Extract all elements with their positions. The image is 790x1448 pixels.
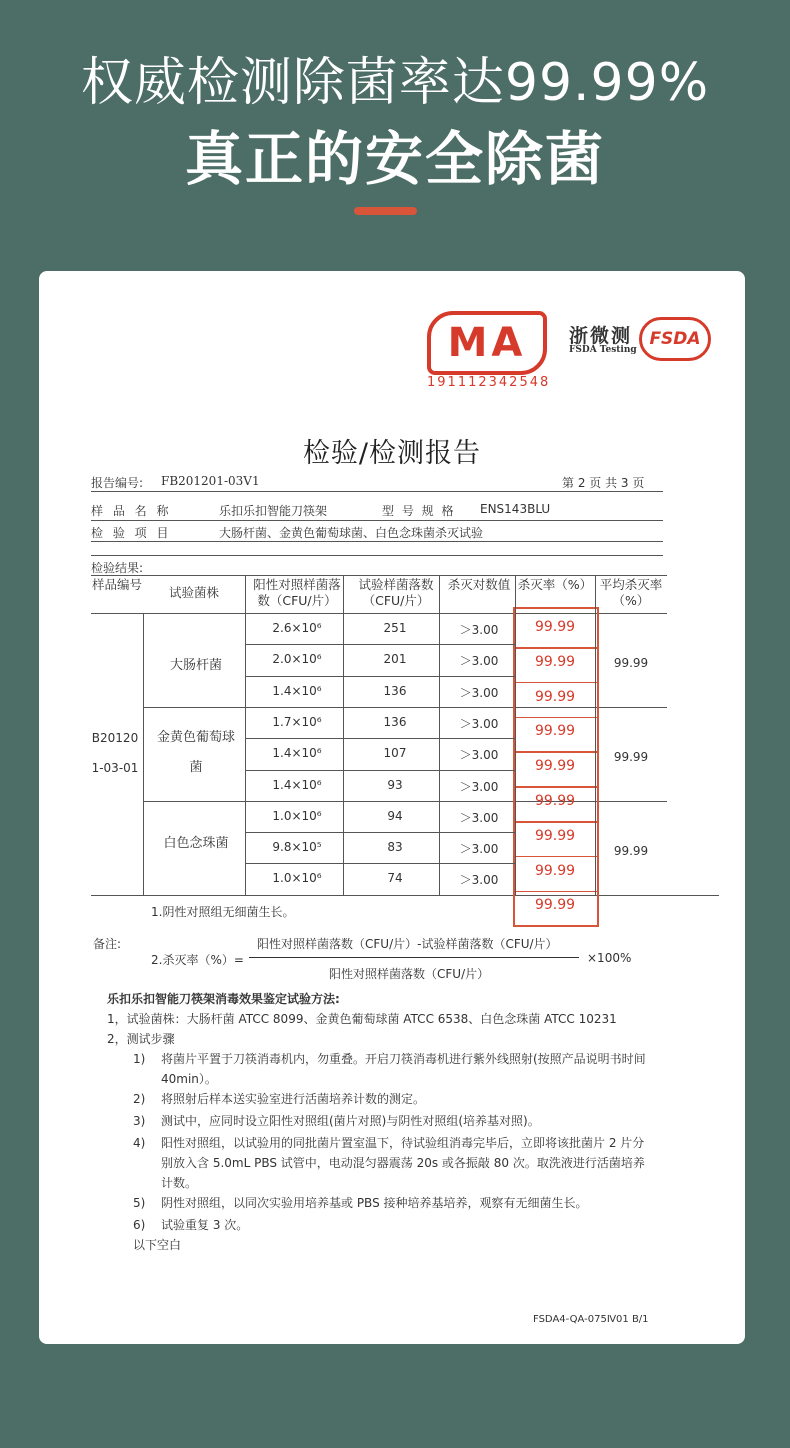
test-count: 107 (383, 746, 407, 761)
kill-rate-divider (513, 717, 597, 719)
report-no-label: 报告编号: (91, 476, 144, 490)
column-divider (439, 575, 440, 895)
method-blank: 以下空白 (133, 1238, 182, 1252)
lab-name: 浙微测 (569, 325, 633, 347)
note-1: 1.阴性对照组无细菌生长。 (151, 905, 295, 919)
method-title: 乐扣乐扣智能刀筷架消毒效果鉴定试验方法: (107, 992, 340, 1006)
test-count: 93 (387, 777, 403, 792)
kill-rate-divider (513, 891, 597, 893)
positive-count: 9.8×10⁵ (272, 840, 322, 855)
positive-count: 1.0×10⁶ (272, 808, 322, 823)
kill-rate-divider (513, 682, 597, 684)
row-divider (245, 676, 515, 677)
sample-name: 乐扣乐扣智能刀筷架 (219, 504, 328, 518)
row-divider (245, 738, 515, 739)
formula-numerator: 阳性对照样菌落数（CFU/片）-试验样菌落数（CFU/片） (257, 937, 558, 951)
kill-rate: 99.99 (534, 758, 576, 775)
notes-label: 备注: (93, 937, 122, 951)
test-count: 136 (383, 683, 407, 698)
substep-text: 测试中，应同时设立阳性对照组(菌片对照)与阴性对照组(培养基对照)。 (161, 1114, 540, 1128)
test-count: 74 (387, 871, 403, 886)
substep-text: 将照射后样本送实验室进行活菌培养计数的测定。 (161, 1092, 426, 1106)
column-divider (595, 575, 596, 895)
header-log: 杀灭对数值 (447, 577, 511, 592)
cma-number: 191112342548 (427, 375, 551, 390)
header-average: 平均杀灭率（%） (599, 577, 663, 608)
substep-num: 5) (133, 1196, 146, 1210)
positive-count: 1.4×10⁶ (272, 746, 322, 761)
column-divider (343, 575, 344, 895)
note-2: 2.杀灭率（%）= (151, 953, 244, 967)
substep-text: 将菌片平置于刀筷消毒机内，勿重叠。开启刀筷消毒机进行紫外线照射(按照产品说明书时间 40min）。 (161, 1052, 646, 1086)
log-value: ＞3.00 (459, 716, 499, 731)
header-test: 试验样菌落数（CFU/片） (358, 577, 434, 608)
column-divider (515, 575, 516, 895)
test-count: 136 (383, 714, 407, 729)
log-value: ＞3.00 (459, 685, 499, 700)
header-strain: 试验菌株 (168, 585, 219, 600)
footer-code: FSDA4-QA-075Ⅳ01 B/1 (533, 1314, 649, 1325)
kill-rate-divider (513, 821, 597, 823)
strain-ecoli: 大肠杆菌 (169, 658, 222, 673)
header-rate: 杀灭率（%） (517, 577, 593, 592)
substep-text: 阴性对照组，以同次实验用培养基或 PBS 接种培养基培养，观察有无细菌生长。 (161, 1196, 588, 1210)
report-title: 检验/检测报告 (302, 438, 482, 469)
kill-rate: 99.99 (534, 793, 576, 809)
substep-num: 6) (133, 1218, 146, 1232)
header-sample-id: 样品编号 (91, 577, 142, 592)
row-divider (245, 863, 515, 864)
page-info: 第 2 页 共 3 页 (562, 476, 645, 490)
headline: 权威检测除菌率达99.99% (80, 53, 710, 113)
substep-text: 试验重复 3 次。 (161, 1218, 249, 1232)
log-value: ＞3.00 (459, 842, 499, 857)
kill-rate-divider (513, 751, 597, 753)
log-value: ＞3.00 (459, 810, 499, 825)
subheadline: 真正的安全除菌 (184, 125, 605, 193)
report-card (39, 271, 745, 1344)
substep-num: 4) (133, 1136, 146, 1150)
strain-candida: 白色念珠菌 (163, 836, 229, 851)
method-step2: 2，测试步骤 (107, 1032, 175, 1046)
kill-rate-divider (513, 647, 597, 649)
items-label: 检 验 项 目 (91, 526, 172, 540)
cma-logo: MA (427, 311, 547, 375)
items: 大肠杆菌、金黄色葡萄球菌、白色念珠菌杀灭试验 (219, 526, 484, 540)
method-step1: 1，试验菌株：大肠杆菌 ATCC 8099、金黄色葡萄球菌 ATCC 6538、白色念珠菌 ATCC 10231 (107, 1012, 617, 1026)
positive-count: 1.4×10⁶ (272, 683, 322, 698)
positive-count: 1.0×10⁶ (272, 871, 322, 886)
kill-rate: 99.99 (534, 688, 576, 705)
positive-count: 1.4×10⁶ (272, 777, 322, 792)
column-divider (245, 575, 246, 895)
kill-rate: 99.99 (534, 862, 576, 879)
kill-rate: 99.99 (534, 653, 576, 670)
sample-id-line1: B20120 (91, 731, 139, 745)
sample-name-label: 样 品 名 称 (91, 504, 172, 518)
lab-name-en: FSDA Testing (569, 345, 637, 355)
substep-num: 2) (133, 1092, 146, 1106)
substep-num: 3) (133, 1114, 146, 1128)
formula-denominator: 阳性对照样菌落数（CFU/片） (329, 967, 490, 981)
log-value: ＞3.00 (459, 873, 499, 888)
kill-rate: 99.99 (534, 619, 576, 635)
average-ecoli: 99.99 (613, 656, 649, 670)
log-value: ＞3.00 (459, 623, 499, 637)
kill-rate: 99.99 (534, 897, 576, 914)
positive-count: 2.6×10⁶ (272, 621, 322, 635)
average-candida: 99.99 (613, 844, 649, 858)
formula-suffix: ×100% (587, 951, 632, 965)
row-divider (245, 770, 515, 771)
test-count: 83 (387, 840, 403, 855)
row-divider (245, 832, 515, 833)
header-positive: 阳性对照样菌落数（CFU/片） (253, 577, 341, 608)
accent-bar (354, 207, 417, 215)
column-divider (143, 613, 144, 895)
log-value: ＞3.00 (459, 748, 499, 763)
results-label: 检验结果: (91, 561, 144, 575)
kill-rate-divider (513, 856, 597, 858)
positive-count: 2.0×10⁶ (272, 652, 322, 667)
report-no: FB201201-03V1 (161, 474, 260, 488)
kill-rate-divider (513, 786, 597, 788)
test-count: 201 (383, 652, 407, 667)
log-value: ＞3.00 (459, 654, 499, 669)
kill-rate: 99.99 (534, 723, 576, 740)
model-label: 型 号 规 格 (382, 504, 456, 518)
fsda-logo: FSDA (639, 317, 711, 361)
test-count: 251 (383, 621, 407, 635)
strain-staph: 金黄色葡萄球菌 (156, 730, 235, 775)
positive-count: 1.7×10⁶ (272, 714, 322, 729)
substep-num: 1) (133, 1052, 146, 1066)
model: ENS143BLU (480, 502, 551, 516)
substep-text: 阳性对照组，以试验用的同批菌片置室温下，待试验组消毒完毕后，立即将该批菌片 2 片分别放入含 5.0mL PBS 试管中，电动混匀器震荡 20s 或各振敲 80 次。取洗液进行活菌培养计数。 (161, 1136, 645, 1190)
log-value: ＞3.00 (459, 779, 499, 794)
test-count: 94 (387, 808, 403, 823)
row-divider (245, 644, 515, 645)
average-staph: 99.99 (613, 750, 649, 764)
kill-rate: 99.99 (534, 827, 576, 844)
sample-id-line2: 1-03-01 (91, 761, 139, 775)
